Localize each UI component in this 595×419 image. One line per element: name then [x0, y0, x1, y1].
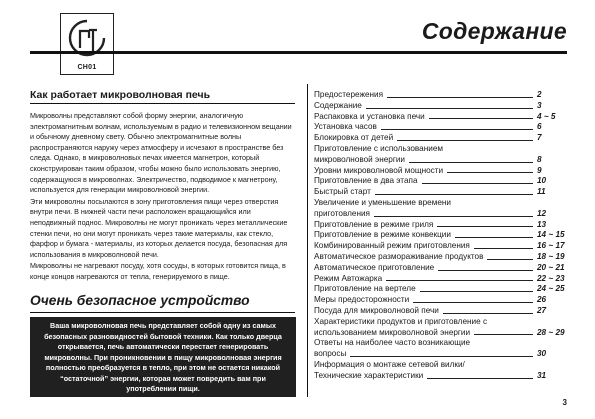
toc-entry: [314, 263, 569, 274]
paragraph: Микроволны не нагревают посуду, хотя сосуды, в которых готовится пища, в конце концов нагреваются от тепла, генерируемого в пище.: [30, 261, 286, 281]
toc-entry-page: 27: [537, 305, 547, 315]
section-heading-how-it-works: Как работает микроволновая печь: [30, 89, 211, 101]
section-divider: [30, 103, 295, 104]
toc-leader-line: [422, 183, 533, 184]
toc-leader-line: [381, 129, 533, 130]
toc-entry-label: Автоматическое приготовление: [314, 262, 435, 272]
toc-entry: [314, 144, 569, 166]
how-it-works-text: [30, 111, 296, 284]
toc-entry-label: Приготовление на вертеле: [314, 284, 416, 294]
toc-entry: [314, 338, 569, 360]
toc-entry: [314, 360, 569, 382]
section-divider: [30, 312, 295, 313]
toc-entry-label: Режим Автожарка: [314, 273, 383, 283]
toc-entry-page: 4 ~ 5: [537, 111, 556, 121]
toc-entry-label: Быстрый старт: [314, 187, 371, 197]
toc-leader-line: [437, 226, 533, 227]
toc-entry: [314, 295, 569, 306]
toc-entry-page: 24 ~ 25: [537, 284, 565, 294]
toc-entry-page: 14 ~ 15: [537, 230, 565, 240]
toc-leader-line: [438, 270, 533, 271]
toc-entry: [314, 187, 569, 198]
toc-leader-line: [447, 172, 533, 173]
toc-entry: [314, 166, 569, 177]
toc-entry-label: Увеличение и уменьшение времени: [314, 197, 451, 207]
toc-leader-line: [413, 302, 533, 303]
toc-entry: [314, 306, 569, 317]
toc-entry-page: 9: [537, 165, 542, 175]
toc-entry-page: 12: [537, 208, 547, 218]
toc-leader-line: [366, 108, 533, 109]
toc-entry-page: 7: [537, 133, 542, 143]
toc-entry-label: Технические характеристики: [314, 370, 424, 380]
toc-entry-page: 8: [537, 154, 542, 164]
toc-entry: [314, 252, 569, 263]
toc-entry: [314, 133, 569, 144]
toc-leader-line: [409, 162, 533, 163]
toc-entry-label: Характеристики продуктов и приготовление с: [314, 316, 488, 326]
page-number: 3: [562, 398, 567, 407]
toc-entry-label: Блокировка от детей: [314, 133, 394, 143]
toc-entry-page: 18 ~ 19: [537, 251, 565, 261]
toc-entry-label: Содержание: [314, 100, 362, 110]
toc-entry-page: 3: [537, 100, 542, 110]
toc-entry-page: 13: [537, 219, 547, 229]
toc-entry-label: Распаковка и установка печи: [314, 111, 425, 121]
toc-entry: [314, 112, 569, 123]
toc-entry-label: Уровни микроволновой мощности: [314, 165, 444, 175]
toc-entry-page: 2: [537, 90, 542, 99]
toc-entry-page: 22 ~ 23: [537, 273, 565, 283]
title-divider: [30, 51, 567, 54]
toc-leader-line: [443, 313, 533, 314]
certification-code: CH01: [77, 64, 97, 71]
toc-entry: [314, 122, 569, 133]
toc-entry-label: Автоматическое размораживание продуктов: [314, 251, 484, 261]
toc-entry: [314, 220, 569, 231]
toc-leader-line: [427, 378, 533, 379]
table-of-contents: [314, 90, 569, 382]
toc-entry-label: Ответы на наиболее часто возникающие: [314, 338, 471, 348]
toc-entry-label: Комбинированный режим приготовления: [314, 241, 470, 251]
toc-entry: [314, 90, 569, 101]
toc-entry-page: 30: [537, 349, 547, 359]
safety-notice-box: Ваша микроволновая печь представляет собой одну из самых безопасных разновидностей бытовой техники. Как только дверца открывается, печь автоматически перестает генерировать микроволны. При проникновении в пищу микроволновая энергия полностью преобразуется в тепло, при этом не остается никакой “остаточной” энергии, которая может повредить вам при употреблении пищи.: [30, 317, 296, 397]
toc-entry-label: вопросы: [314, 349, 347, 359]
toc-entry-page: 20 ~ 21: [537, 262, 565, 272]
toc-entry-page: 16 ~ 17: [537, 241, 565, 251]
toc-entry: [314, 176, 569, 187]
toc-entry-label: Установка часов: [314, 122, 377, 132]
toc-entry-label: Приготовление в режиме гриля: [314, 219, 434, 229]
column-divider: [307, 84, 308, 397]
toc-entry: [314, 317, 569, 339]
toc-entry-page: 11: [537, 187, 546, 197]
toc-entry-label: использованием микроволновой энергии: [314, 327, 471, 337]
toc-entry-label: Приготовление в режиме конвекции: [314, 230, 451, 240]
toc-entry: [314, 230, 569, 241]
toc-entry-page: 6: [537, 122, 542, 132]
paragraph: Эти микроволны посылаются в зону приготовления пищи через отверстия внутри печи. В нижней части печи расположен вращающийся или неподвижный поднос. Микроволны не могут проникать через металлические стенки печи, но они могут проникать через такие материалы, как стекло, фарфор и бумага - материалы, из которых делается посуда, безопасная для использования в микроволновой печи.: [30, 196, 288, 259]
toc-leader-line: [474, 248, 533, 249]
toc-leader-line: [420, 291, 533, 292]
toc-entry-page: 26: [537, 295, 547, 305]
toc-entry: [314, 284, 569, 295]
toc-entry-page: 10: [537, 176, 547, 186]
toc-leader-line: [397, 140, 533, 141]
toc-entry-label: Предостережения: [314, 90, 384, 99]
toc-leader-line: [387, 97, 533, 98]
toc-entry-label: Приготовление с использованием: [314, 143, 444, 153]
toc-entry-label: Посуда для микроволновой печи: [314, 305, 439, 315]
toc-leader-line: [429, 118, 533, 119]
toc-leader-line: [487, 259, 533, 260]
toc-leader-line: [374, 216, 533, 217]
paragraph: Микроволны представляют собой форму энергии, аналогичную электромагнитным волнам, используемым в радио и телевизионном вещании и обычному дневному свету. Обычно электромагнитные волны распространяются наружу через атмосферу и исчезают в пространстве без следа. Однако, в микроволновых печах имеется магнетрон, который сконструирован таким образом, чтобы можно было использовать энергию, содержащуюся в микроволнах. Электричество, подводимое к магнетрону, используется для генерации микроволновой энергии.: [30, 111, 292, 195]
toc-leader-line: [386, 280, 533, 281]
certification-logo: [60, 13, 114, 75]
toc-leader-line: [455, 237, 533, 238]
page-title: Содержание: [421, 18, 567, 44]
toc-entry: [314, 198, 569, 220]
toc-leader-line: [474, 334, 533, 335]
toc-entry: [314, 274, 569, 285]
toc-leader-line: [350, 356, 533, 357]
toc-entry-page: 31: [537, 370, 547, 380]
toc-leader-line: [375, 194, 533, 195]
section-heading-safety: Очень безопасное устройство: [30, 293, 250, 308]
toc-entry-label: Меры предосторожности: [314, 295, 410, 305]
toc-entry-label: Приготовление в два этапа: [314, 176, 418, 186]
toc-entry-label: микроволновой энергии: [314, 154, 405, 164]
toc-entry-label: приготовления: [314, 208, 370, 218]
toc-entry-label: Информация о монтаже сетевой вилки/: [314, 359, 465, 369]
toc-entry-page: 28 ~ 29: [537, 327, 565, 337]
toc-entry: [314, 241, 569, 252]
toc-entry: [314, 101, 569, 112]
